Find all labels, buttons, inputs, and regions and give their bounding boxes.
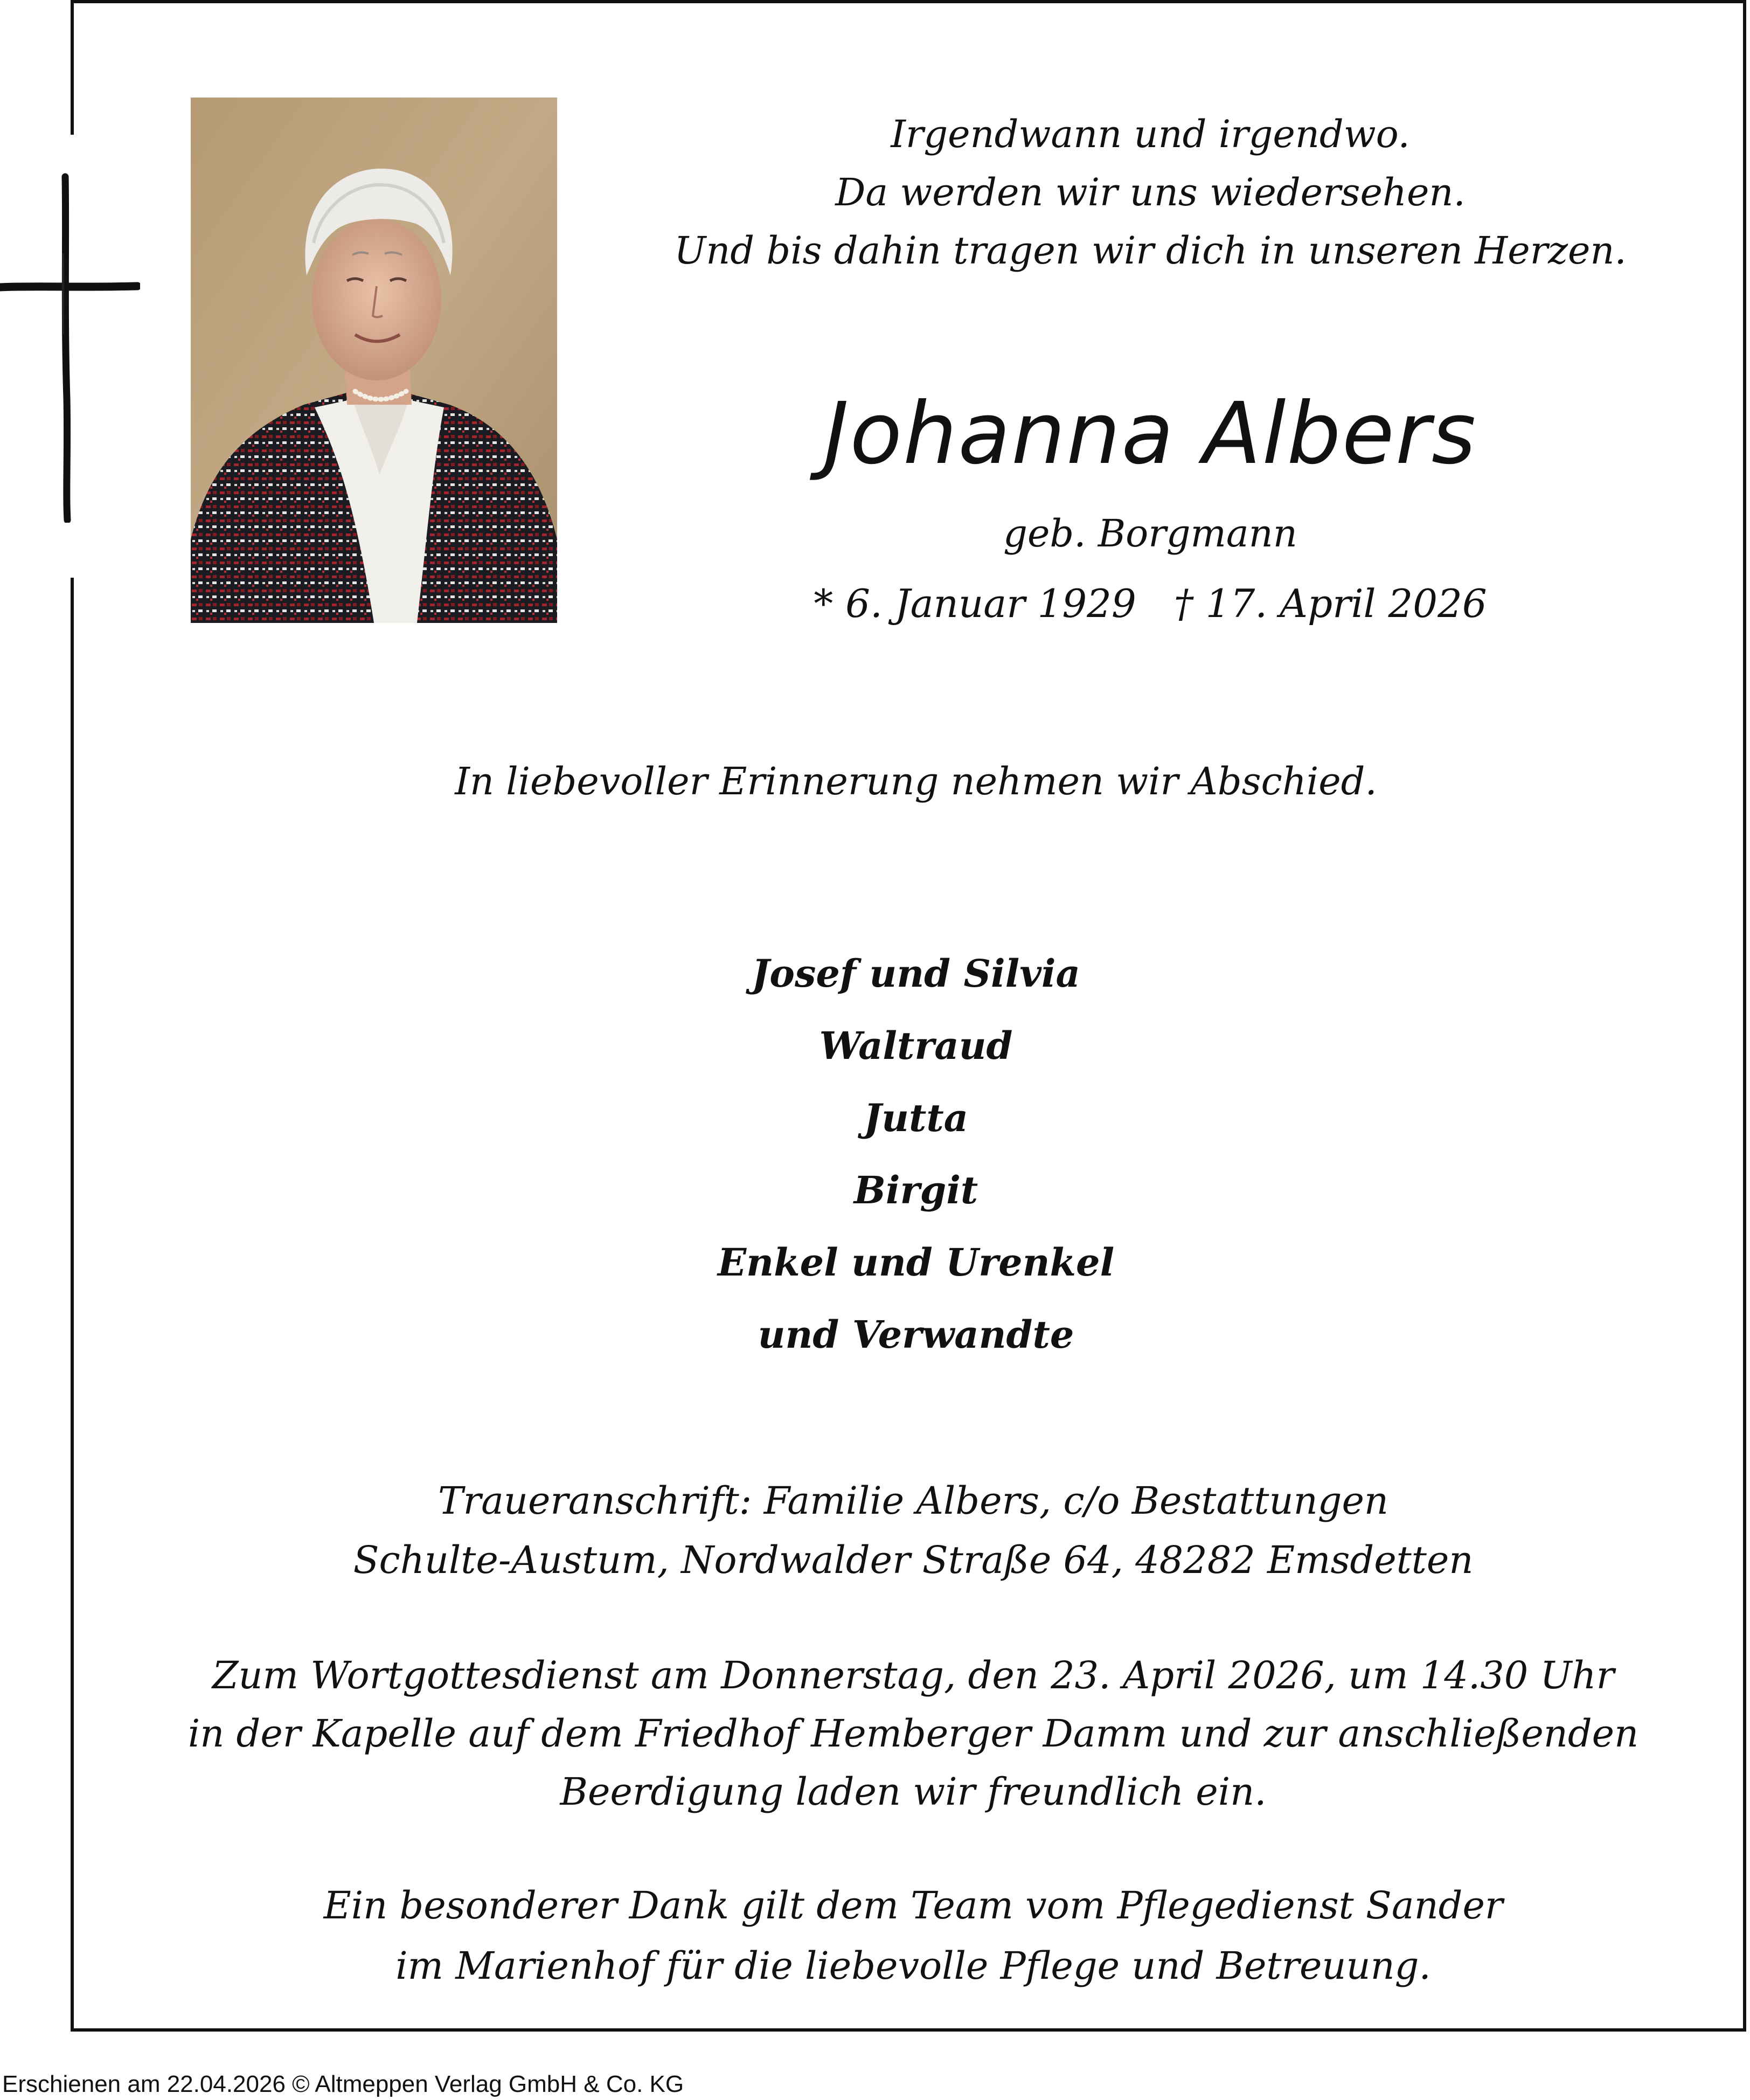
publication-footer: Erschienen am 22.04.2026 © Altmeppen Verlag GmbH & Co. KG	[2, 2071, 684, 2097]
thanks-line: Ein besonderer Dank gilt dem Team vom Pflegedienst Sander	[323, 1883, 1503, 1928]
mourner: Waltraud	[819, 1023, 1013, 1068]
mourner: Jutta	[863, 1096, 969, 1140]
deceased-name: Johanna Albers	[823, 384, 1477, 483]
cross-icon	[0, 172, 140, 523]
death-date: † 17. April 2026	[1173, 581, 1487, 626]
service-line: in der Kapelle auf dem Friedhof Hemberger Damm und zur anschließenden	[188, 1711, 1639, 1756]
service-line: Zum Wortgottesdienst am Donnerstag, den 23. April 2026, um 14.30 Uhr	[212, 1653, 1615, 1697]
mourning-address	[81, 1471, 1746, 1590]
thanks-note	[81, 1875, 1746, 1996]
mourner: Josef und Silvia	[752, 951, 1080, 996]
poem-line: Irgendwann und irgendwo.	[891, 112, 1410, 156]
birth-date: * 6. Januar 1929	[814, 581, 1136, 626]
life-dates	[630, 579, 1670, 628]
address-line: Schulte-Austum, Nordwalder Straße 64, 48282 Emsdetten	[353, 1538, 1474, 1582]
maiden-name: geb. Borgmann	[1003, 511, 1297, 556]
service-line: Beerdigung laden wir freundlich ein.	[560, 1770, 1267, 1814]
mourner: und Verwandte	[758, 1312, 1074, 1357]
poem	[630, 105, 1670, 280]
mourner: Enkel und Urenkel	[717, 1240, 1115, 1285]
address-line: Traueranschrift: Familie Albers, c/o Bestattungen	[438, 1479, 1388, 1523]
thanks-line: im Marienhof für die liebevolle Pflege und Betreuung.	[395, 1944, 1431, 1988]
farewell-text: In liebevoller Erinnerung nehmen wir Abschied.	[455, 759, 1377, 803]
mourner: Birgit	[853, 1168, 978, 1212]
poem-line: Da werden wir uns wiedersehen.	[835, 170, 1466, 214]
service-announcement	[81, 1646, 1746, 1821]
poem-line: Und bis dahin tragen wir dich in unseren Herzen.	[674, 228, 1627, 273]
mourners-list	[162, 938, 1670, 1371]
portrait-photo	[191, 98, 557, 623]
